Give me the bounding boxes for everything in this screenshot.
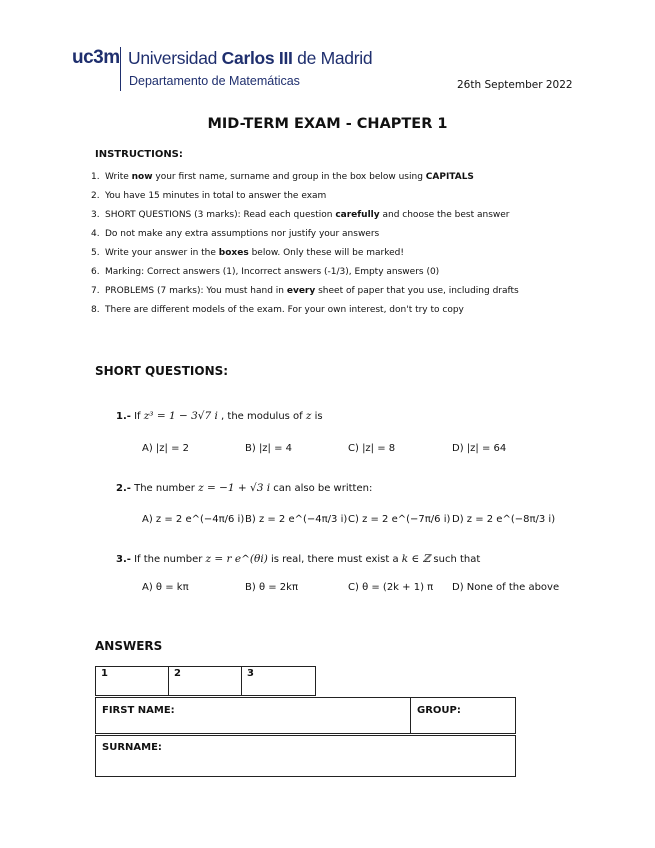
q1-option-b[interactable]: B) |z| = 4 <box>245 443 293 454</box>
answer-box-label: 1 <box>101 668 108 679</box>
q1-option-a[interactable]: A) |z| = 2 <box>142 443 190 454</box>
question-3: 3.- If the number z = r e^(θi) is real, there must exist a k ∈ ℤ such that <box>116 553 481 565</box>
answer-box-2[interactable] <box>168 666 242 696</box>
instruction-item: 4. Do not make any extra assumptions nor justify your answers <box>91 229 380 239</box>
instruction-item: 6. Marking: Correct answers (1), Incorrect answers (-1/3), Empty answers (0) <box>91 267 440 277</box>
instructions-heading: INSTRUCTIONS: <box>95 149 183 160</box>
q2-option-b[interactable]: B) z = 2 e^(−4π/3 i) <box>245 514 348 525</box>
question-2: 2.- The number z = −1 + √3 i can also be written: <box>116 482 373 494</box>
instruction-item: 8. There are different models of the exam. For your own interest, don't try to copy <box>91 305 464 315</box>
q3-option-d[interactable]: D) None of the above <box>452 582 560 593</box>
q2-option-c[interactable]: C) z = 2 e^(−7π/6 i) <box>348 514 451 525</box>
instruction-item: 2. You have 15 minutes in total to answer the exam <box>91 191 327 201</box>
answers-heading: ANSWERS <box>95 639 163 653</box>
answer-box-label: 2 <box>174 668 181 679</box>
q3-option-c[interactable]: C) θ = (2k + 1) π <box>348 582 434 593</box>
exam-title: MID-TERM EXAM - CHAPTER 1 <box>207 116 448 132</box>
logo-divider <box>120 47 121 91</box>
surname-field[interactable] <box>95 735 516 777</box>
exam-date: 26th September 2022 <box>457 79 573 91</box>
q3-option-a[interactable]: A) θ = kπ <box>142 582 189 593</box>
first-name-field[interactable] <box>95 697 411 734</box>
university-name: Universidad Carlos III de Madrid <box>128 48 373 68</box>
instructions-list <box>91 168 519 320</box>
instruction-item: 7. PROBLEMS (7 marks): You must hand in every sheet of paper that you use, including drafts <box>91 286 519 296</box>
q3-option-b[interactable]: B) θ = 2kπ <box>245 582 298 593</box>
first-name-label: FIRST NAME: <box>102 705 175 716</box>
q2-equation: z = −1 + √3 i <box>198 482 271 494</box>
answer-box-1[interactable] <box>95 666 169 696</box>
instruction-item: 1. Write now your first name, surname and group in the box below using CAPITALS <box>91 172 474 182</box>
instruction-item: 5. Write your answer in the boxes below. Only these will be marked! <box>91 248 404 258</box>
group-field[interactable] <box>410 697 516 734</box>
group-label: GROUP: <box>417 705 461 716</box>
q2-option-a[interactable]: A) z = 2 e^(−4π/6 i) <box>142 514 245 525</box>
q1-option-d[interactable]: D) |z| = 64 <box>452 443 507 454</box>
q1-option-c[interactable]: C) |z| = 8 <box>348 443 396 454</box>
q3-equation: z = r e^(θi) <box>205 553 268 565</box>
answer-box-3[interactable] <box>241 666 316 696</box>
department-name: Departamento de Matemáticas <box>129 74 300 88</box>
surname-label: SURNAME: <box>102 742 162 753</box>
short-questions-heading: SHORT QUESTIONS: <box>95 364 229 378</box>
answer-box-label: 3 <box>247 668 254 679</box>
question-1: 1.- If z³ = 1 − 3√7 i , the modulus of z is <box>116 410 323 422</box>
instruction-item: 3. SHORT QUESTIONS (3 marks): Read each question carefully and choose the best answer <box>91 210 510 220</box>
uc3m-logo: uc3m <box>72 47 120 68</box>
q1-equation: z³ = 1 − 3√7 i <box>143 410 218 422</box>
q2-option-d[interactable]: D) z = 2 e^(−8π/3 i) <box>452 514 556 525</box>
